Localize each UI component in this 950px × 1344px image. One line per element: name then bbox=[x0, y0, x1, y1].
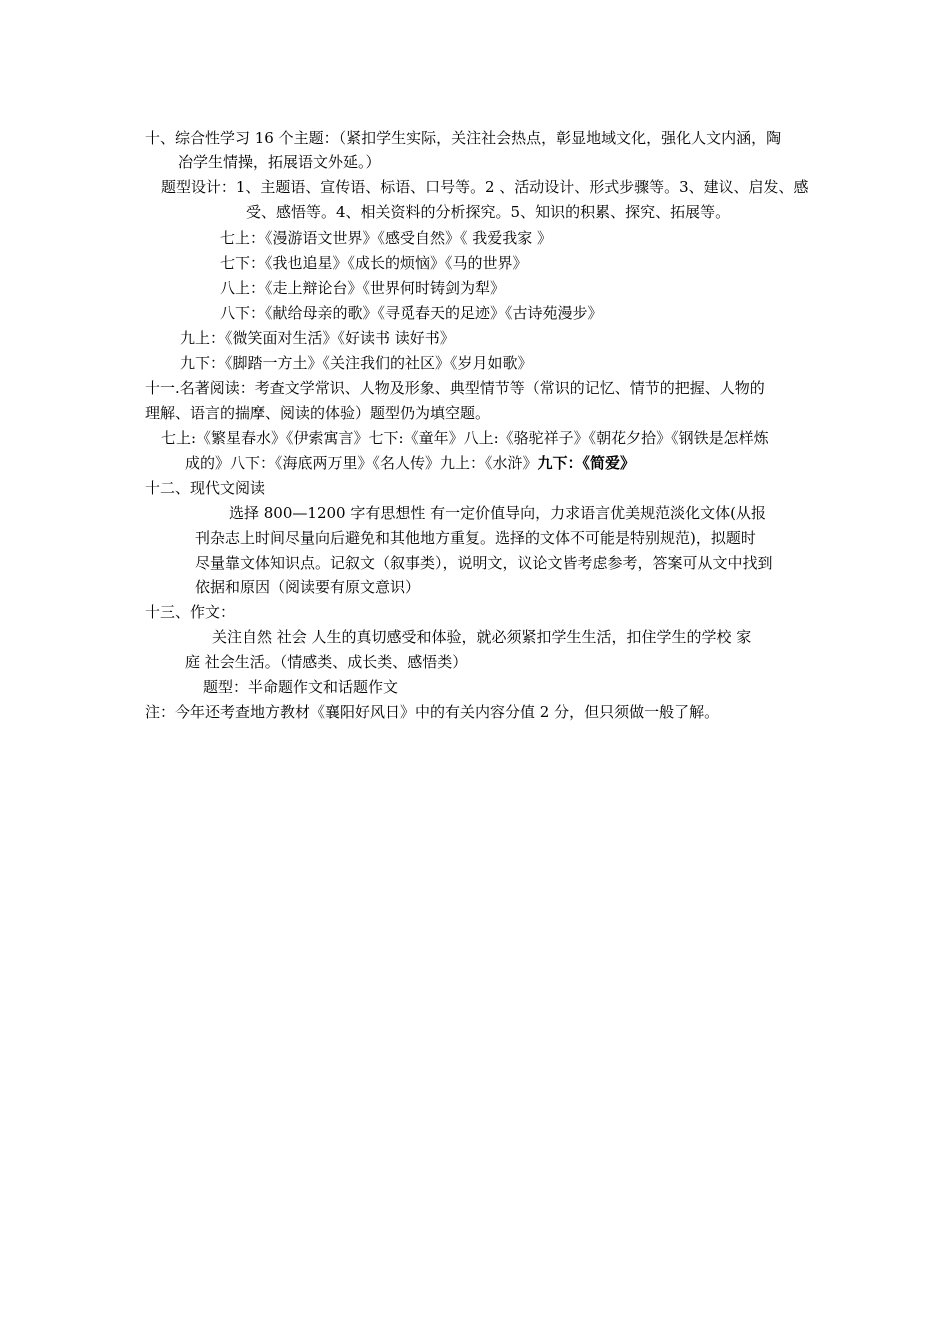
section11-heading-line2: 理解、语言的揣摩、阅读的体验）题型仍为填空题。 bbox=[145, 404, 491, 422]
classics-books-line2-bold: 九下：《简爱》 bbox=[537, 454, 636, 472]
section12-line2: 刊杂志上时间尽量向后避免和其他地方重复。选择的文体不可能是特别规范)，拟题时 bbox=[195, 529, 756, 547]
section13-types: 题型：半命题作文和话题作文 bbox=[203, 678, 399, 696]
grade8-second-term-topics: 八下：《献给母亲的歌》《寻觅春天的足迹》《古诗苑漫步》 bbox=[220, 304, 603, 322]
section12-line3: 尽量靠文体知识点。记叙文（叙事类），说明文，议论文皆考虑参考，答案可从文中找到 bbox=[195, 554, 773, 572]
grade7-second-term-topics: 七下：《我也追星》《成长的烦恼》《马的世界》 bbox=[220, 254, 528, 272]
section13-title: 十三、作文： bbox=[145, 603, 236, 621]
grade8-first-term-topics: 八上：《走上辩论台》《世界何时铸剑为犁》 bbox=[220, 279, 506, 297]
classics-books-line1: 七上:《繁星春水》《伊索寓言》七下:《童年》八上:《骆驼祥子》《朝花夕拾》《钢铁是怎样炼 bbox=[161, 429, 769, 447]
classics-books-line2 bbox=[185, 451, 635, 475]
section13-line1: 关注自然 社会 人生的真切感受和体验，就必须紧扣学生生活，扣住学生的学校 家 bbox=[212, 628, 752, 646]
section10-design-line1: 题型设计：1、主题语、宣传语、标语、口号等。2 、活动设计、形式步骤等。3、建议、启发、感 bbox=[161, 178, 809, 196]
section12-line1: 选择 800—1200 字有思想性 有一定价值导向，力求语言优美规范淡化文体(从报 bbox=[229, 504, 766, 522]
section12-title: 十二、现代文阅读 bbox=[145, 479, 266, 497]
section10-heading-line1: 十、综合性学习 16 个主题：（紧扣学生实际，关注社会热点，彰显地域文化，强化人文内涵，陶 bbox=[145, 129, 782, 147]
closing-note: 注：今年还考查地方教材《襄阳好风日》中的有关内容分值 2 分，但只须做一般了解。 bbox=[145, 703, 720, 721]
section10-heading-line2: 冶学生情操，拓展语文外延。） bbox=[178, 153, 381, 171]
section10-design-line2: 受、感悟等。4、相关资料的分析探究。5、知识的积累、探究、拓展等。 bbox=[246, 203, 731, 221]
grade7-first-term-topics: 七上：《漫游语文世界》《感受自然》《 我爱我家 》 bbox=[220, 229, 553, 247]
section11-heading-line1: 十一.名著阅读：考查文学常识、人物及形象、典型情节等（常识的记忆、情节的把握、人物的 bbox=[145, 379, 765, 397]
grade9-second-term-topics: 九下：《脚踏一方土》《关注我们的社区》《岁月如歌》 bbox=[180, 354, 533, 372]
classics-books-line2-regular: 成的》八下：《海底两万里》《名人传》九上：《水浒》 bbox=[185, 454, 538, 472]
section13-line2: 庭 社会生活。（情感类、成长类、感悟类） bbox=[185, 653, 468, 671]
section12-line4: 依据和原因（阅读要有原文意识） bbox=[195, 578, 421, 596]
grade9-first-term-topics: 九上：《微笑面对生活》《好读书 读好书》 bbox=[180, 329, 455, 347]
